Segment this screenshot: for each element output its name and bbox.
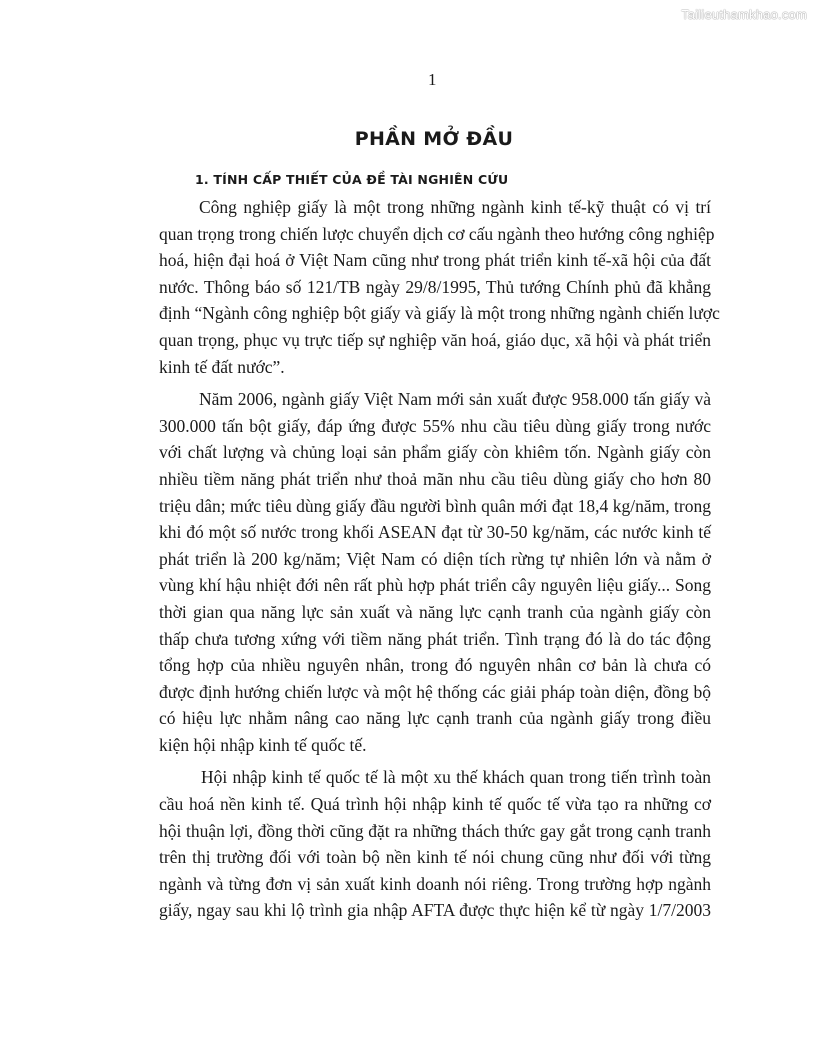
text-line: ngành và từng đơn vị sản xuất kinh doanh nói riêng. Trong trường hợp ngành	[159, 873, 711, 894]
text-line: giấy, ngay sau khi lộ trình gia nhập AFTA được thực hiện kể từ ngày 1/7/2003	[159, 900, 711, 921]
text-line: 300.000 tấn bột giấy, đáp ứng được 55% nhu cầu tiêu dùng giấy trong nước	[159, 415, 711, 436]
page-number: 1	[428, 70, 437, 89]
paragraph-3	[159, 764, 711, 924]
text-line: thấp chưa tương xứng với tiềm năng phát triển. Tình trạng đó là do tác động	[159, 628, 711, 649]
text-line: trên thị trường đối với toàn bộ nền kinh tế nói chung cũng như đối với từng	[159, 847, 711, 868]
text-line: tổng hợp của nhiều nguyên nhân, trong đó nguyên nhân cơ bản là chưa có	[159, 655, 711, 676]
part-title: PHẦN MỞ ĐẦU	[354, 128, 514, 150]
text-line: Hội nhập kinh tế quốc tế là một xu thế khách quan trong tiến trình toàn	[201, 767, 711, 788]
watermark-text: Tailieuthamkhao.com	[681, 7, 807, 22]
text-line: cầu hoá nền kinh tế. Quá trình hội nhập kinh tế quốc tế vừa tạo ra những cơ	[159, 794, 711, 815]
text-line: phát triển là 200 kg/năm; Việt Nam có diện tích rừng tự nhiên lớn và nằm ở	[159, 548, 711, 569]
text-line: có hiệu lực nhằm nâng cao năng lực cạnh tranh của ngành giấy trong điều	[159, 708, 711, 729]
text-line: định “Ngành công nghiệp bột giấy và giấy là một trong những ngành chiến lược	[159, 303, 720, 324]
section-heading: 1. TÍNH CẤP THIẾT CỦA ĐỀ TÀI NGHIÊN CỨU	[195, 172, 509, 187]
text-line: nước. Thông báo số 121/TB ngày 29/8/1995, Thủ tướng Chính phủ đã khẳng	[159, 276, 711, 297]
text-line: Công nghiệp giấy là một trong những ngành kinh tế-kỹ thuật có vị trí	[199, 197, 711, 217]
text-line: khi đó một số nước trong khối ASEAN đạt từ 30-50 kg/năm, các nước kinh tế	[159, 522, 711, 543]
body-text	[159, 194, 720, 924]
text-line: được định hướng chiến lược và một hệ thống các giải pháp toàn diện, đồng bộ	[159, 681, 711, 702]
text-line: triệu dân; mức tiêu dùng giấy đầu người bình quân mới đạt 18,4 kg/năm, trong	[159, 495, 711, 516]
text-line: thời gian qua năng lực sản xuất và năng lực cạnh tranh của ngành giấy còn	[159, 601, 711, 622]
paragraph-2	[159, 386, 711, 758]
text-line: quan trọng trong chiến lược chuyển dịch cơ cấu ngành theo hướng công nghiệp	[159, 223, 715, 244]
text-line: với chất lượng và chủng loại sản phẩm giấy còn khiêm tốn. Ngành giấy còn	[159, 442, 711, 463]
text-line: Năm 2006, ngành giấy Việt Nam mới sản xuất được 958.000 tấn giấy và	[199, 389, 711, 410]
text-line: hoá, hiện đại hoá ở Việt Nam cũng như trong phát triển kinh tế-xã hội của đất	[159, 250, 711, 271]
text-line: vùng khí hậu nhiệt đới nên rất phù hợp phát triển cây nguyên liệu giấy... Song	[159, 575, 711, 596]
text-line: kiện hội nhập kinh tế quốc tế.	[159, 734, 367, 755]
text-line: hội thuận lợi, đồng thời cũng đặt ra những thách thức gay gắt trong cạnh tranh	[159, 820, 711, 841]
text-line: kinh tế đất nước”.	[159, 356, 285, 377]
text-line: quan trọng, phục vụ trực tiếp sự nghiệp văn hoá, giáo dục, xã hội và phát triển	[159, 329, 711, 350]
paragraph-1	[159, 194, 720, 380]
text-line: nhiều tiềm năng phát triển như thoả mãn nhu cầu tiêu dùng giấy cho hơn 80	[159, 468, 711, 489]
